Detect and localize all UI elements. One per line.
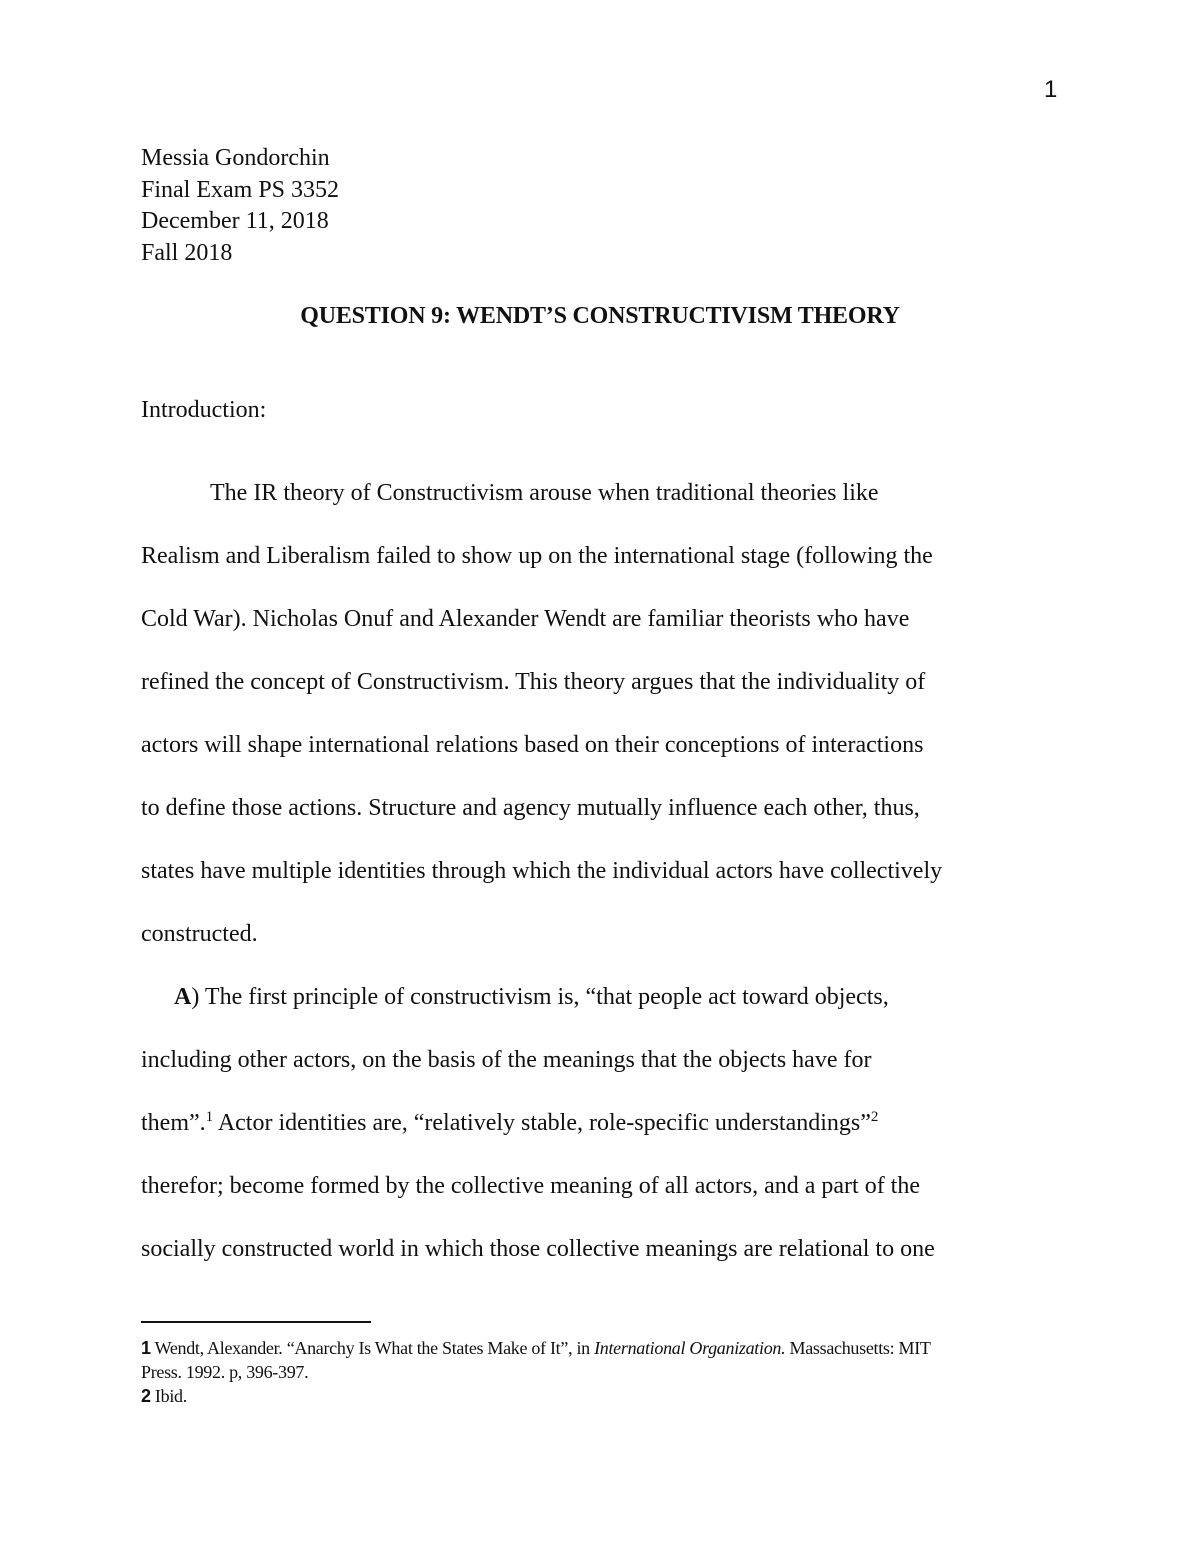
body-text-segment: them”. bbox=[141, 1110, 206, 1136]
footnote-text: Ibid. bbox=[150, 1386, 187, 1406]
section-heading-introduction: Introduction: bbox=[141, 397, 267, 423]
body-line: The IR theory of Constructivism arouse when traditional theories like bbox=[210, 480, 879, 506]
body-line: refined the concept of Constructivism. This theory argues that the individuality of bbox=[141, 669, 926, 695]
footnote-reference-1[interactable]: 1 bbox=[205, 1109, 214, 1125]
body-line: Cold War). Nicholas Onuf and Alexander Wendt are familiar theorists who have bbox=[141, 606, 910, 632]
footnote-publication: International Organization. bbox=[594, 1338, 786, 1358]
document-date: December 11, 2018 bbox=[141, 208, 329, 234]
body-text bbox=[141, 462, 1071, 1281]
body-line: actors will shape international relations based on their conceptions of interactions bbox=[141, 732, 924, 758]
footnote-text: Massachusetts: MIT bbox=[785, 1338, 931, 1358]
footnote-1-continued: Press. 1992. p, 396-397. bbox=[141, 1362, 309, 1382]
course-name: Final Exam PS 3352 bbox=[141, 176, 340, 203]
footnote-text: Wendt, Alexander. “Anarchy Is What the States Make of It”, in bbox=[150, 1338, 595, 1358]
principle-text: ) The first principle of constructivism is, “that people act toward objects, bbox=[191, 984, 889, 1010]
body-line: socially constructed world in which those collective meanings are relational to one bbox=[141, 1236, 935, 1262]
body-text-segment: Actor identities are, “relatively stable, role-specific understandings” bbox=[213, 1110, 871, 1136]
footnote-number: 1 bbox=[141, 1338, 151, 1358]
page-title: QUESTION 9: WENDT’S CONSTRUCTIVISM THEORY bbox=[300, 303, 900, 329]
page-number: 1 bbox=[1044, 76, 1058, 103]
footnotes bbox=[141, 1336, 1071, 1408]
footnote-number: 2 bbox=[141, 1386, 151, 1406]
body-line-principle-a bbox=[141, 966, 1071, 1029]
body-line: states have multiple identities through which the individual actors have collectively bbox=[141, 858, 943, 884]
footnote-reference-2[interactable]: 2 bbox=[870, 1109, 879, 1125]
principle-marker: A bbox=[174, 984, 192, 1010]
body-line bbox=[141, 1092, 1071, 1155]
footnote-2 bbox=[141, 1384, 1071, 1408]
body-line: to define those actions. Structure and agency mutually influence each other, thus, bbox=[141, 795, 920, 821]
body-line: therefor; become formed by the collective meaning of all actors, and a part of the bbox=[141, 1173, 921, 1199]
footnote-divider bbox=[141, 1321, 371, 1323]
author-name: Messia Gondorchin bbox=[141, 145, 330, 171]
footnote-1 bbox=[141, 1336, 1071, 1360]
body-line: constructed. bbox=[141, 921, 258, 947]
body-line: including other actors, on the basis of the meanings that the objects have for bbox=[141, 1047, 872, 1073]
term: Fall 2018 bbox=[141, 239, 233, 266]
body-line: Realism and Liberalism failed to show up on the international stage (following the bbox=[141, 543, 933, 569]
document-header bbox=[141, 143, 339, 269]
